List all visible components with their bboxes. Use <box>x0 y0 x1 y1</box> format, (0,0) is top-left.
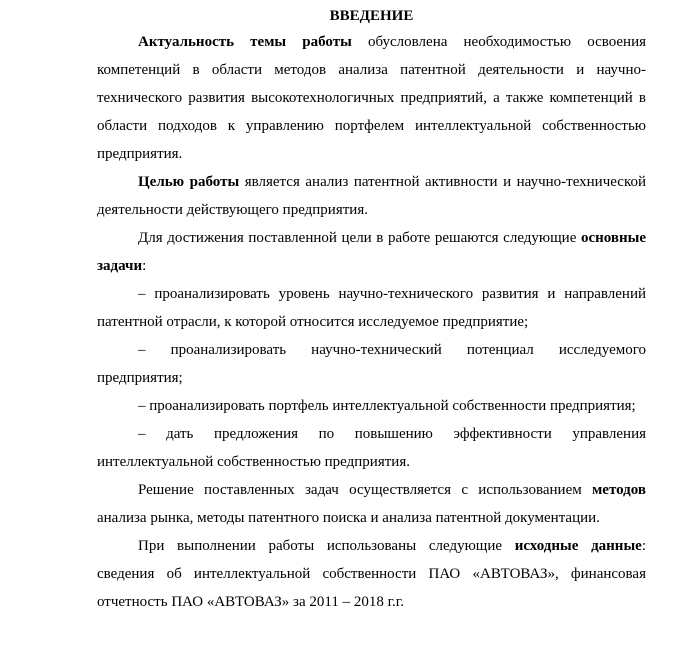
tasks-intro-text: Для достижения поставленной цели в работе решаются следующие <box>138 230 581 246</box>
paragraph-goal <box>97 168 646 224</box>
paragraph-tasks-intro <box>97 224 646 280</box>
relevance-heading: Актуальность темы работы <box>138 34 352 50</box>
source-data-tail: : сведения об интеллектуальной собственности ПАО «АВТОВАЗ», финансовая отчетность ПАО «АВТОВАЗ» за 2011 – 2018 г.г. <box>97 538 646 610</box>
methods-text: Решение поставленных задач осуществляется с использованием <box>138 482 593 498</box>
source-data-text: При выполнении работы использованы следующие <box>138 538 515 554</box>
paragraph-methods <box>97 476 646 532</box>
goal-text: является анализ патентной активности и научно-технической деятельности действующего предприятия. <box>97 174 646 218</box>
paragraph-relevance <box>97 28 646 168</box>
methods-heading: методов <box>592 482 646 498</box>
paragraph-source-data <box>97 532 646 616</box>
relevance-text: обусловлена необходимостью освоения компетенций в области методов анализа патентной деятельности и научно-технического развития высокотехнологичных предприятий, а также компетенций в области подходов к управлению портфелем интеллектуальной собственностью предприятия. <box>97 34 647 162</box>
task-item-2: – проанализировать научно-технический потенциал исследуемого предприятия; <box>97 342 646 386</box>
tasks-heading: основные задачи <box>97 230 646 274</box>
document-page <box>97 0 646 616</box>
methods-tail: анализа рынка, методы патентного поиска и анализа патентной документации. <box>97 510 600 526</box>
task-item-1: – проанализировать уровень научно-технического развития и направлений патентной отрасли, к которой относится исследуемое предприятие; <box>97 286 646 330</box>
page-title: ВВЕДЕНИЕ <box>329 8 414 24</box>
source-data-heading: исходные данные <box>514 538 642 554</box>
task-item-4: – дать предложения по повышению эффективности управления интеллектуальной собственностью предприятия. <box>97 426 646 470</box>
task-item-3: – проанализировать портфель интеллектуальной собственности предприятия; <box>138 398 636 414</box>
goal-heading: Целью работы <box>138 174 240 190</box>
tasks-intro-tail: : <box>142 258 147 274</box>
